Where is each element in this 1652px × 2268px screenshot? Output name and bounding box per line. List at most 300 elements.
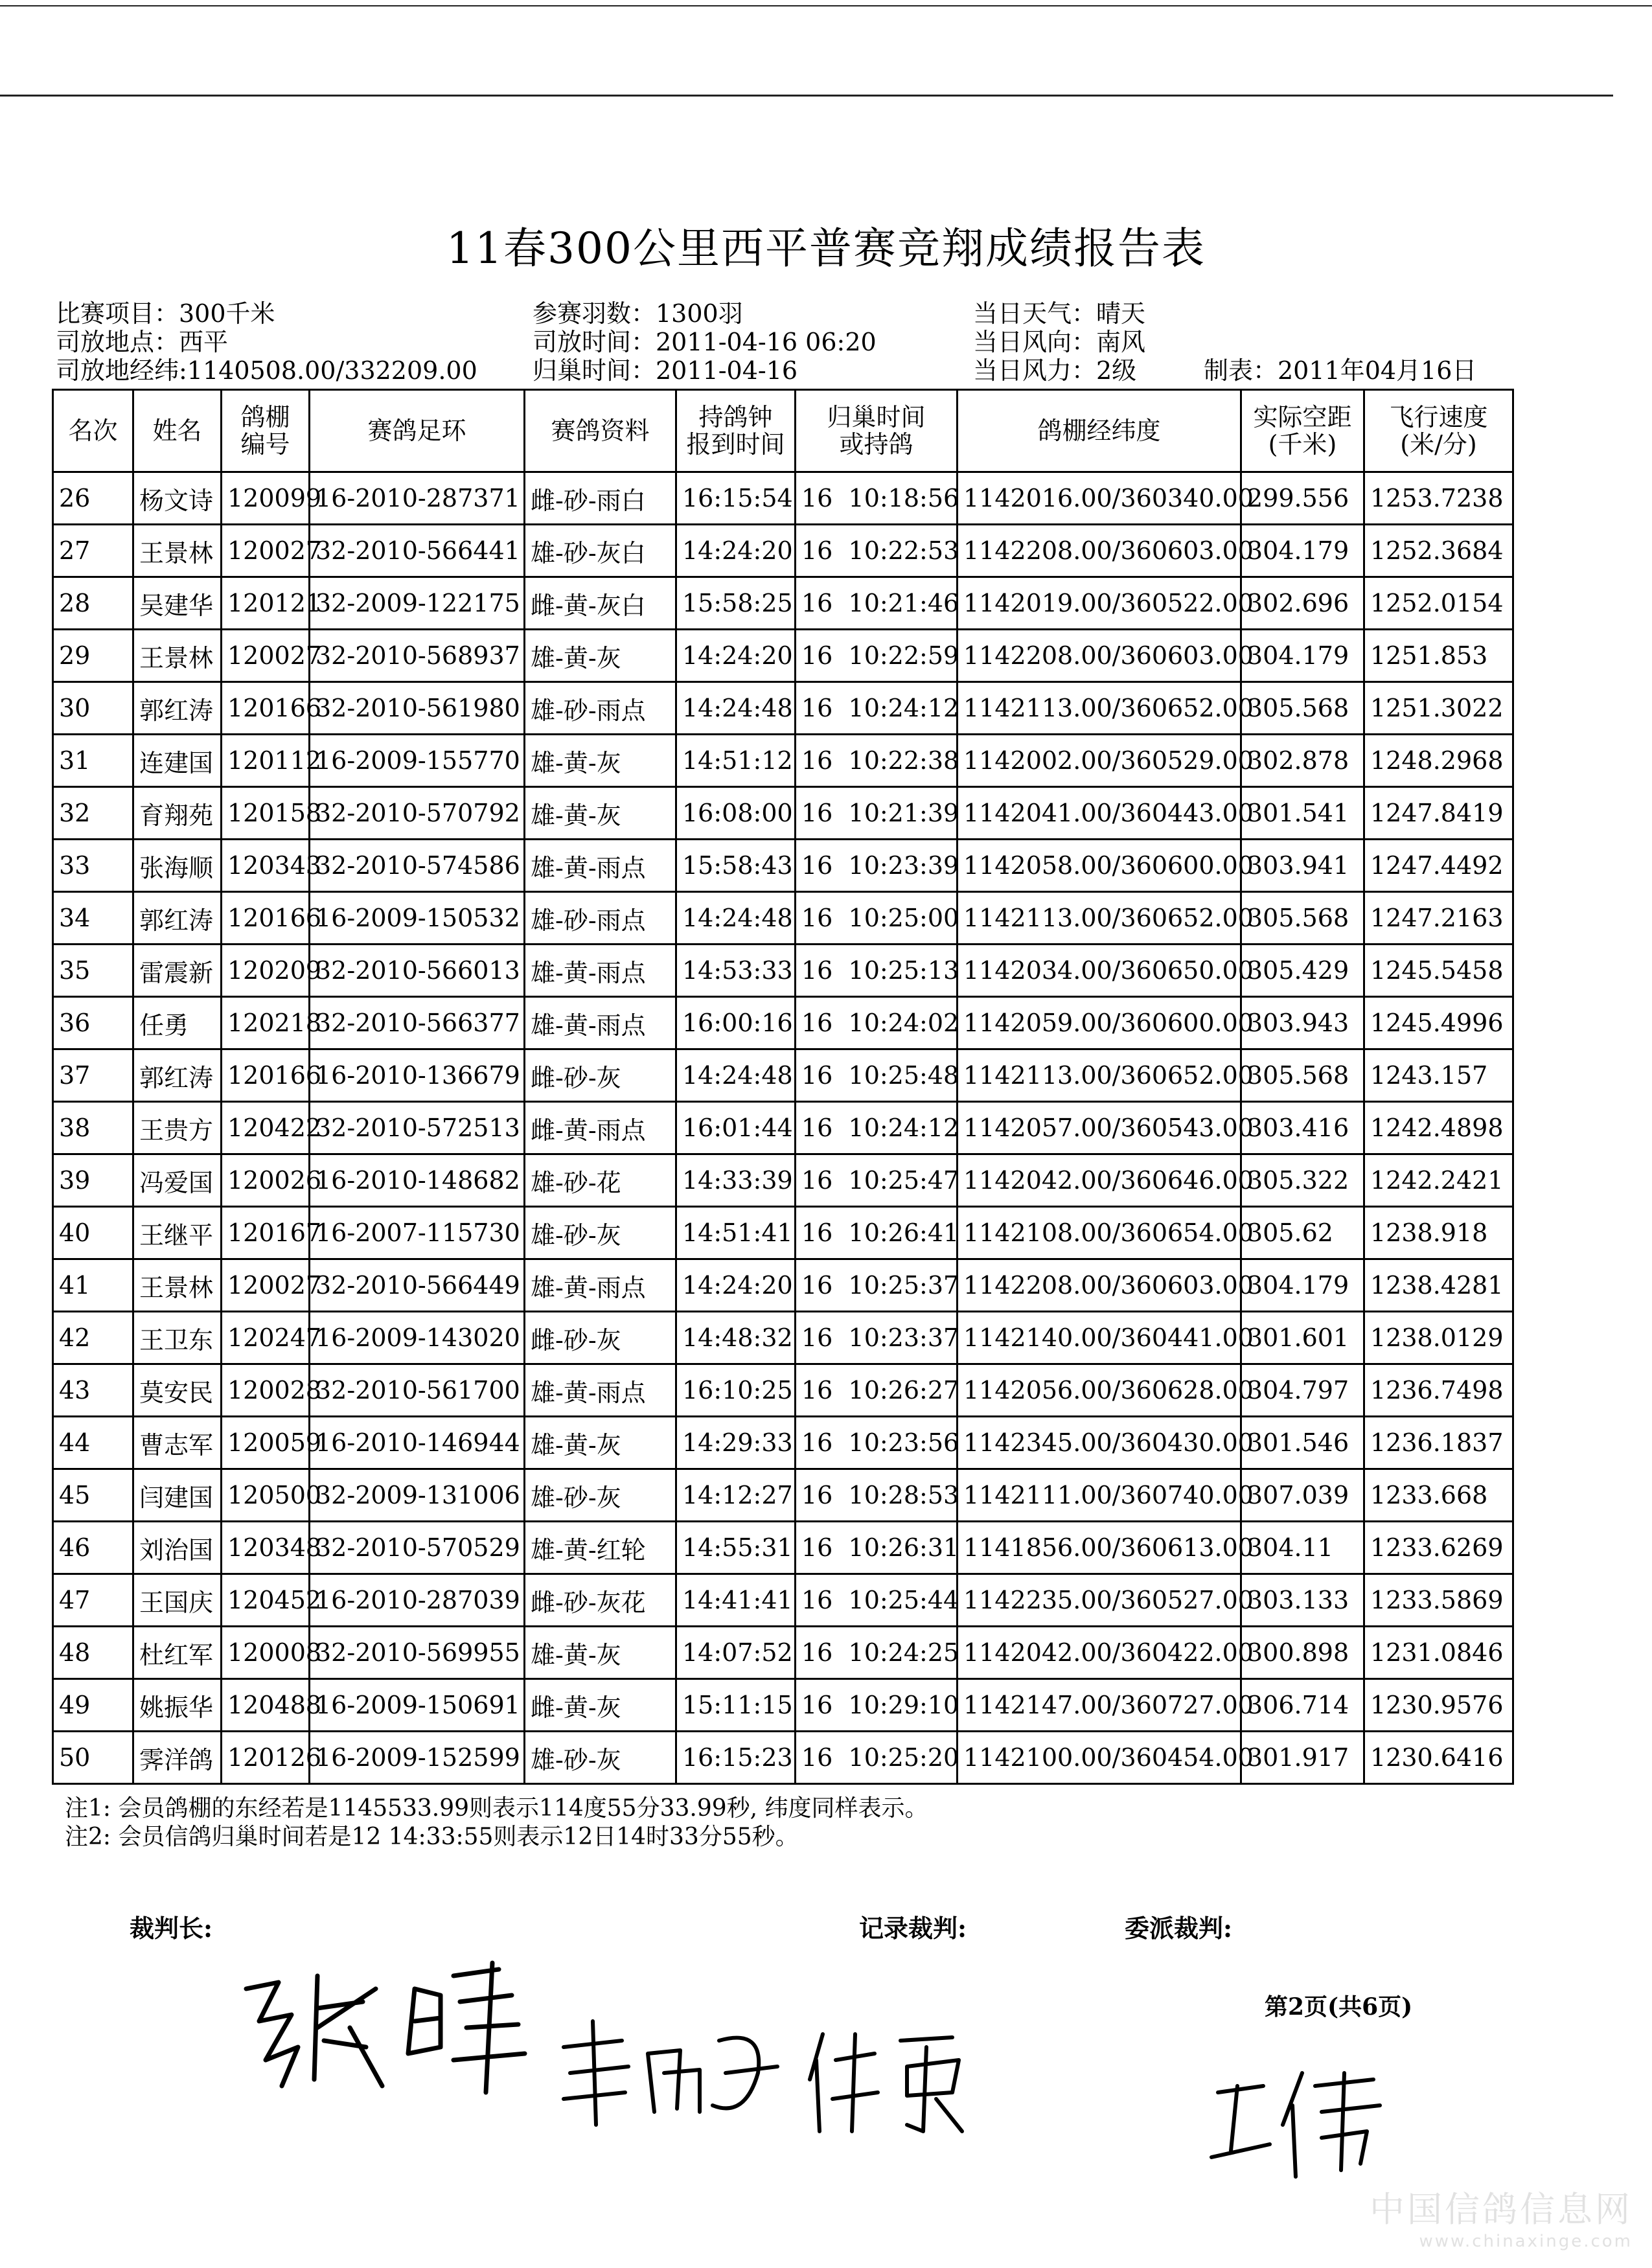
ring-cell: 16-2010-146944 [310,1417,525,1469]
table-row [53,787,1513,840]
info-col-3 [973,299,1145,385]
name-cell: 姚振华 [133,1679,222,1732]
loft-id-cell: 120059 [222,1417,310,1469]
loft-id-cell: 120452 [222,1574,310,1627]
column-header: 飞行速度 (米/分) [1364,390,1513,472]
speed-cell: 1233.6269 [1364,1522,1513,1574]
loft-id-cell: 120027 [222,630,310,682]
arrival-time-cell: 16 10:29:10 [796,1679,958,1732]
name-cell: 王景林 [133,1259,222,1312]
name-cell: 育翔苑 [133,787,222,840]
bird-info-cell: 雄-砂-雨点 [525,682,676,735]
arrival-time-cell: 16 10:24:02 [796,997,958,1049]
rank-cell: 35 [53,945,133,997]
rank-cell: 50 [53,1732,133,1784]
watermark [1370,2182,1633,2251]
speed-cell: 1230.6416 [1364,1732,1513,1784]
clock-time-cell: 14:51:41 [676,1207,796,1259]
rank-cell: 33 [53,840,133,892]
report-title: 11春300公里西平普赛竞翔成绩报告表 [446,223,1206,273]
arrival-time-cell: 16 10:23:39 [796,840,958,892]
arrival-time-cell: 16 10:24:12 [796,682,958,735]
bird-info-cell: 雄-砂-灰 [525,1207,676,1259]
ring-cell: 32-2010-566449 [310,1259,525,1312]
table-row [53,1522,1513,1574]
loft-id-cell: 120343 [222,840,310,892]
table-row [53,840,1513,892]
loft-coords-cell: 1142235.00/360527.00 [958,1574,1241,1627]
speed-cell: 1238.918 [1364,1207,1513,1259]
name-cell: 王景林 [133,525,222,577]
name-cell: 王贵方 [133,1102,222,1154]
loft-coords-cell: 1142100.00/360454.00 [958,1732,1241,1784]
rank-cell: 36 [53,997,133,1049]
arrival-time-cell: 16 10:25:44 [796,1574,958,1627]
name-cell: 冯爱国 [133,1154,222,1207]
loft-coords-cell: 1141856.00/360613.00 [958,1522,1241,1574]
ring-cell: 32-2010-566013 [310,945,525,997]
loft-id-cell: 120121 [222,577,310,630]
table-row [53,1679,1513,1732]
info-made-date: 制表：2011年04月16日 [1204,356,1477,385]
name-cell: 连建国 [133,735,222,787]
table-row [53,472,1513,525]
loft-coords-cell: 1142208.00/360603.00 [958,630,1241,682]
loft-coords-cell: 1142058.00/360600.00 [958,840,1241,892]
loft-id-cell: 120167 [222,1207,310,1259]
ring-cell: 32-2010-570529 [310,1522,525,1574]
rank-cell: 28 [53,577,133,630]
speed-cell: 1248.2968 [1364,735,1513,787]
bird-info-cell: 雄-黄-雨点 [525,840,676,892]
name-cell: 吴建华 [133,577,222,630]
bird-info-cell: 雄-黄-红轮 [525,1522,676,1574]
rank-cell: 30 [53,682,133,735]
rank-cell: 31 [53,735,133,787]
info-release-coords: 司放地经纬:1140508.00/332209.00 [56,356,477,385]
loft-id-cell: 120099 [222,472,310,525]
loft-id-cell: 120112 [222,735,310,787]
ring-cell: 32-2009-122175 [310,577,525,630]
clock-time-cell: 14:07:52 [676,1627,796,1679]
ring-cell: 16-2009-150532 [310,892,525,945]
bird-info-cell: 雄-砂-雨点 [525,892,676,945]
ring-cell: 32-2010-569955 [310,1627,525,1679]
arrival-time-cell: 16 10:24:12 [796,1102,958,1154]
speed-cell: 1238.0129 [1364,1312,1513,1364]
distance-cell: 304.797 [1241,1364,1364,1417]
clock-time-cell: 15:11:15 [676,1679,796,1732]
clock-time-cell: 16:15:23 [676,1732,796,1784]
arrival-time-cell: 16 10:22:59 [796,630,958,682]
loft-coords-cell: 1142056.00/360628.00 [958,1364,1241,1417]
clock-time-cell: 15:58:25 [676,577,796,630]
arrival-time-cell: 16 10:18:56 [796,472,958,525]
distance-cell: 305.429 [1241,945,1364,997]
chief-referee-label: 裁判长: [130,1914,213,1943]
speed-cell: 1245.4996 [1364,997,1513,1049]
rank-cell: 46 [53,1522,133,1574]
arrival-time-cell: 16 10:23:37 [796,1312,958,1364]
ring-cell: 32-2010-572513 [310,1102,525,1154]
table-row [53,1207,1513,1259]
loft-coords-cell: 1142019.00/360522.00 [958,577,1241,630]
bird-info-cell: 雌-砂-雨白 [525,472,676,525]
name-cell: 王国庆 [133,1574,222,1627]
info-weather: 当日天气：晴天 [973,299,1146,328]
column-header: 持鸽钟 报到时间 [676,390,796,472]
column-header: 姓名 [133,390,222,472]
clock-time-cell: 14:55:31 [676,1522,796,1574]
loft-id-cell: 120209 [222,945,310,997]
clock-time-cell: 14:33:39 [676,1154,796,1207]
name-cell: 王卫东 [133,1312,222,1364]
distance-cell: 304.11 [1241,1522,1364,1574]
speed-cell: 1233.668 [1364,1469,1513,1522]
speed-cell: 1247.4492 [1364,840,1513,892]
delegate-referee-signature [1205,2060,1399,2183]
distance-cell: 301.917 [1241,1732,1364,1784]
ring-cell: 32-2010-568937 [310,630,525,682]
clock-time-cell: 16:01:44 [676,1102,796,1154]
bird-info-cell: 雄-黄-灰 [525,787,676,840]
ring-cell: 32-2010-570792 [310,787,525,840]
rank-cell: 42 [53,1312,133,1364]
rank-cell: 37 [53,1049,133,1102]
arrival-time-cell: 16 10:23:56 [796,1417,958,1469]
arrival-time-cell: 16 10:26:27 [796,1364,958,1417]
loft-coords-cell: 1142113.00/360652.00 [958,892,1241,945]
speed-cell: 1251.853 [1364,630,1513,682]
scan-edge-line [0,95,1613,97]
speed-cell: 1253.7238 [1364,472,1513,525]
arrival-time-cell: 16 10:25:47 [796,1154,958,1207]
clock-time-cell: 16:15:54 [676,472,796,525]
table-row [53,525,1513,577]
column-header: 实际空距 (千米) [1241,390,1364,472]
table-row [53,735,1513,787]
loft-id-cell: 120158 [222,787,310,840]
table-row [53,1049,1513,1102]
distance-cell: 300.898 [1241,1627,1364,1679]
distance-cell: 305.322 [1241,1154,1364,1207]
clock-time-cell: 14:41:41 [676,1574,796,1627]
watermark-url: www.chinaxinge.com [1419,2232,1633,2251]
column-header: 名次 [53,390,133,472]
loft-coords-cell: 1142042.00/360422.00 [958,1627,1241,1679]
rank-cell: 45 [53,1469,133,1522]
rank-cell: 40 [53,1207,133,1259]
rank-cell: 29 [53,630,133,682]
speed-cell: 1231.0846 [1364,1627,1513,1679]
distance-cell: 304.179 [1241,630,1364,682]
distance-cell: 303.941 [1241,840,1364,892]
rank-cell: 27 [53,525,133,577]
ring-cell: 16-2010-148682 [310,1154,525,1207]
name-cell: 郭红涛 [133,682,222,735]
name-cell: 曹志军 [133,1417,222,1469]
loft-coords-cell: 1142002.00/360529.00 [958,735,1241,787]
results-table [52,389,1514,1785]
speed-cell: 1245.5458 [1364,945,1513,997]
loft-coords-cell: 1142345.00/360430.00 [958,1417,1241,1469]
bird-info-cell: 雄-黄-灰 [525,1417,676,1469]
clock-time-cell: 16:08:00 [676,787,796,840]
bird-info-cell: 雄-黄-雨点 [525,1259,676,1312]
table-row [53,630,1513,682]
clock-time-cell: 14:24:20 [676,1259,796,1312]
ring-cell: 32-2010-566377 [310,997,525,1049]
rank-cell: 43 [53,1364,133,1417]
speed-cell: 1252.0154 [1364,577,1513,630]
clock-time-cell: 14:24:48 [676,892,796,945]
name-cell: 郭红涛 [133,1049,222,1102]
name-cell: 杜红军 [133,1627,222,1679]
info-col-2 [533,299,877,385]
bird-info-cell: 雌-砂-灰花 [525,1574,676,1627]
column-header: 鸽棚经纬度 [958,390,1241,472]
loft-id-cell: 120166 [222,1049,310,1102]
clock-time-cell: 16:00:16 [676,997,796,1049]
name-cell: 闫建国 [133,1469,222,1522]
bird-info-cell: 雌-黄-灰白 [525,577,676,630]
name-cell: 雷震新 [133,945,222,997]
distance-cell: 307.039 [1241,1469,1364,1522]
speed-cell: 1247.2163 [1364,892,1513,945]
ring-cell: 16-2009-150691 [310,1679,525,1732]
clock-time-cell: 14:51:12 [676,735,796,787]
speed-cell: 1243.157 [1364,1049,1513,1102]
distance-cell: 305.568 [1241,1049,1364,1102]
notes [65,1794,928,1851]
speed-cell: 1236.7498 [1364,1364,1513,1417]
loft-id-cell: 120126 [222,1732,310,1784]
rank-cell: 39 [53,1154,133,1207]
clock-time-cell: 14:29:33 [676,1417,796,1469]
distance-cell: 301.541 [1241,787,1364,840]
arrival-time-cell: 16 10:21:39 [796,787,958,840]
table-row [53,1364,1513,1417]
loft-coords-cell: 1142041.00/360443.00 [958,787,1241,840]
ring-cell: 32-2010-574586 [310,840,525,892]
distance-cell: 302.878 [1241,735,1364,787]
loft-coords-cell: 1142208.00/360603.00 [958,1259,1241,1312]
distance-cell: 303.133 [1241,1574,1364,1627]
clock-time-cell: 14:24:20 [676,525,796,577]
speed-cell: 1238.4281 [1364,1259,1513,1312]
bird-info-cell: 雄-砂-花 [525,1154,676,1207]
distance-cell: 306.714 [1241,1679,1364,1732]
table-row [53,997,1513,1049]
arrival-time-cell: 16 10:28:53 [796,1469,958,1522]
arrival-time-cell: 16 10:26:41 [796,1207,958,1259]
table-row [53,1259,1513,1312]
rank-cell: 34 [53,892,133,945]
name-cell: 郭红涛 [133,892,222,945]
arrival-time-cell: 16 10:25:48 [796,1049,958,1102]
loft-coords-cell: 1142111.00/360740.00 [958,1469,1241,1522]
recorder-referee-label: 记录裁判: [859,1914,967,1943]
clock-time-cell: 16:10:25 [676,1364,796,1417]
speed-cell: 1233.5869 [1364,1574,1513,1627]
loft-id-cell: 120500 [222,1469,310,1522]
loft-id-cell: 120488 [222,1679,310,1732]
watermark-site-name: 中国信鸽信息网 [1370,2189,1633,2230]
note-1: 注1: 会员鸽棚的东经若是1145533.99则表示114度55分33.99秒, 纬度同样表示。 [65,1795,928,1822]
ring-cell: 32-2009-131006 [310,1469,525,1522]
distance-cell: 305.62 [1241,1207,1364,1259]
bird-info-cell: 雄-砂-灰 [525,1469,676,1522]
name-cell: 霁洋鸽 [133,1732,222,1784]
loft-id-cell: 120348 [222,1522,310,1574]
bird-info-cell: 雌-砂-灰 [525,1049,676,1102]
info-entries: 参赛羽数：1300羽 [533,299,743,328]
bird-info-cell: 雄-黄-雨点 [525,945,676,997]
name-cell: 杨文诗 [133,472,222,525]
speed-cell: 1252.3684 [1364,525,1513,577]
loft-id-cell: 120166 [222,892,310,945]
info-release-site: 司放地点：西平 [56,328,229,356]
rank-cell: 49 [53,1679,133,1732]
rank-cell: 41 [53,1259,133,1312]
loft-coords-cell: 1142113.00/360652.00 [958,682,1241,735]
loft-coords-cell: 1142042.00/360646.00 [958,1154,1241,1207]
arrival-time-cell: 16 10:21:46 [796,577,958,630]
name-cell: 王继平 [133,1207,222,1259]
speed-cell: 1230.9576 [1364,1679,1513,1732]
loft-coords-cell: 1142016.00/360340.00 [958,472,1241,525]
table-row [53,577,1513,630]
ring-cell: 16-2010-136679 [310,1049,525,1102]
speed-cell: 1242.2421 [1364,1154,1513,1207]
distance-cell: 304.179 [1241,525,1364,577]
distance-cell: 304.179 [1241,1259,1364,1312]
name-cell: 莫安民 [133,1364,222,1417]
rank-cell: 47 [53,1574,133,1627]
distance-cell: 305.568 [1241,892,1364,945]
column-header: 归巢时间 或持鸽 [796,390,958,472]
loft-id-cell: 120027 [222,525,310,577]
bird-info-cell: 雄-黄-雨点 [525,1364,676,1417]
info-col-1 [56,299,477,385]
loft-id-cell: 120218 [222,997,310,1049]
rank-cell: 48 [53,1627,133,1679]
arrival-time-cell: 16 10:25:00 [796,892,958,945]
distance-cell: 302.696 [1241,577,1364,630]
table-header-row [53,390,1513,472]
clock-time-cell: 14:24:48 [676,1049,796,1102]
table-row [53,682,1513,735]
chief-referee-signature [220,1950,583,2099]
ring-cell: 16-2009-152599 [310,1732,525,1784]
table-row [53,945,1513,997]
ring-cell: 16-2009-155770 [310,735,525,787]
loft-coords-cell: 1142059.00/360600.00 [958,997,1241,1049]
bird-info-cell: 雄-黄-灰 [525,735,676,787]
rank-cell: 38 [53,1102,133,1154]
bird-info-cell: 雌-黄-雨点 [525,1102,676,1154]
table-row [53,1627,1513,1679]
name-cell: 张海顺 [133,840,222,892]
arrival-time-cell: 16 10:25:13 [796,945,958,997]
loft-coords-cell: 1142034.00/360650.00 [958,945,1241,997]
column-header: 鸽棚 编号 [222,390,310,472]
bird-info-cell: 雌-黄-灰 [525,1679,676,1732]
arrival-time-cell: 16 10:25:37 [796,1259,958,1312]
loft-id-cell: 120026 [222,1154,310,1207]
loft-coords-cell: 1142147.00/360727.00 [958,1679,1241,1732]
info-wind-force: 当日风力：2级 [973,356,1137,385]
bird-info-cell: 雄-砂-灰 [525,1732,676,1784]
rank-cell: 32 [53,787,133,840]
table-row [53,1574,1513,1627]
delegate-referee-label: 委派裁判: [1125,1914,1233,1943]
bird-info-cell: 雄-砂-灰白 [525,525,676,577]
info-return-time: 归巢时间：2011-04-16 [533,356,798,385]
distance-cell: 299.556 [1241,472,1364,525]
loft-id-cell: 120028 [222,1364,310,1417]
loft-coords-cell: 1142140.00/360441.00 [958,1312,1241,1364]
clock-time-cell: 14:53:33 [676,945,796,997]
table-row [53,1154,1513,1207]
clock-time-cell: 14:24:48 [676,682,796,735]
speed-cell: 1242.4898 [1364,1102,1513,1154]
arrival-time-cell: 16 10:26:31 [796,1522,958,1574]
scan-edge-line-top [0,5,1652,6]
loft-id-cell: 120166 [222,682,310,735]
distance-cell: 301.601 [1241,1312,1364,1364]
loft-id-cell: 120247 [222,1312,310,1364]
table-row [53,1732,1513,1784]
arrival-time-cell: 16 10:22:38 [796,735,958,787]
rank-cell: 44 [53,1417,133,1469]
ring-cell: 32-2010-561700 [310,1364,525,1417]
arrival-time-cell: 16 10:24:25 [796,1627,958,1679]
name-cell: 刘治国 [133,1522,222,1574]
loft-id-cell: 120008 [222,1627,310,1679]
clock-time-cell: 14:24:20 [676,630,796,682]
clock-time-cell: 14:12:27 [676,1469,796,1522]
speed-cell: 1236.1837 [1364,1417,1513,1469]
table-row [53,892,1513,945]
loft-coords-cell: 1142113.00/360652.00 [958,1049,1241,1102]
speed-cell: 1251.3022 [1364,682,1513,735]
arrival-time-cell: 16 10:22:53 [796,525,958,577]
table-row [53,1312,1513,1364]
distance-cell: 301.546 [1241,1417,1364,1469]
bird-info-cell: 雄-黄-灰 [525,1627,676,1679]
note-2: 注2: 会员信鸽归巢时间若是12 14:33:55则表示12日14时33分55秒。 [65,1824,799,1850]
bird-info-cell: 雄-黄-灰 [525,630,676,682]
info-event: 比赛项目：300千米 [56,299,275,328]
table-row [53,1417,1513,1469]
clock-time-cell: 14:48:32 [676,1312,796,1364]
recorder-referee-signature-2 [797,2021,978,2138]
ring-cell: 16-2010-287371 [310,472,525,525]
table-row [53,1469,1513,1522]
ring-cell: 16-2009-143020 [310,1312,525,1364]
rank-cell: 26 [53,472,133,525]
info-release-time: 司放时间：2011-04-16 06:20 [533,328,877,356]
table-row [53,1102,1513,1154]
bird-info-cell: 雄-黄-雨点 [525,997,676,1049]
ring-cell: 16-2010-287039 [310,1574,525,1627]
loft-coords-cell: 1142208.00/360603.00 [958,525,1241,577]
table-body [53,472,1513,1784]
distance-cell: 305.568 [1241,682,1364,735]
name-cell: 任勇 [133,997,222,1049]
bird-info-cell: 雌-砂-灰 [525,1312,676,1364]
